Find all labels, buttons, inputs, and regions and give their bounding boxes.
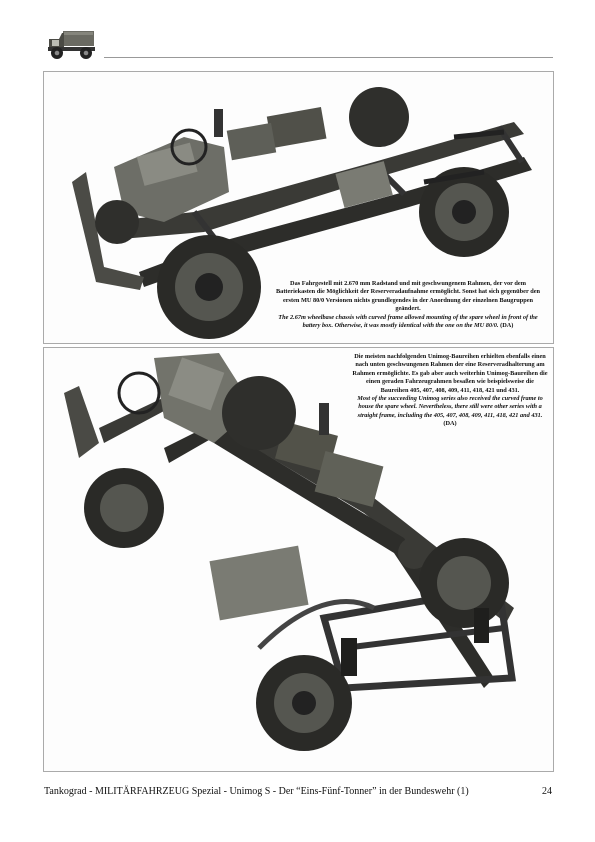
page-number: 24: [542, 786, 552, 797]
caption-text-english: Most of the succeeding Unimog series also received the curved frame to house the spare wheel. Nevertheless, there still were other series with a straight frame, including the 405, 407, 408, 409, 411, 418, 421 and 431.: [357, 395, 543, 419]
photo-credit: (DA): [443, 420, 457, 428]
footer-title: Tankograd - MILITÄRFAHRZEUG Spezial - Unimog S - Der “Eins-Fünf-Tonner” in der Bundeswehr (1): [44, 786, 469, 797]
caption-text-english: The 2.67m wheelbase chassis with curved frame allowed mounting of the spare wheel in front of the battery box. Otherwise, it was mostly identical with the one on the MU 80/0.: [278, 313, 538, 330]
caption-text-german: Das Fahrgestell mit 2.670 mm Radstand und mit geschwungenem Rahmen, der vor dem Batteriekasten die Möglichkeit der Reserveradaufnahme ermöglicht. Sonst hat sich gegenüber den ersten MU 80/0 Versionen nichts grundlegendes in der Anordnung der einzelnen Baugruppen geändert.: [275, 280, 541, 313]
truck-logo-icon: [46, 25, 98, 61]
caption-text-german: Die meisten nachfolgenden Unimog-Baureihen erhielten ebenfalls einen nach unten geschwungenen Rahmen der eine Reserveradhalterung am Rahmen ermöglichte. Es gab aber auch weiterhin Unimog-Baureihen die einen geraden Fahrzeugrahmen besaßen wie beispielsweise die Baureihen 405, 407, 408, 409, 411, 418, 421 und 431.: [352, 353, 548, 394]
header-rule: [104, 57, 553, 58]
photo-credit: (DA): [500, 322, 514, 330]
figure-caption-bottom: [352, 353, 548, 429]
figure-caption-top: [272, 280, 544, 330]
